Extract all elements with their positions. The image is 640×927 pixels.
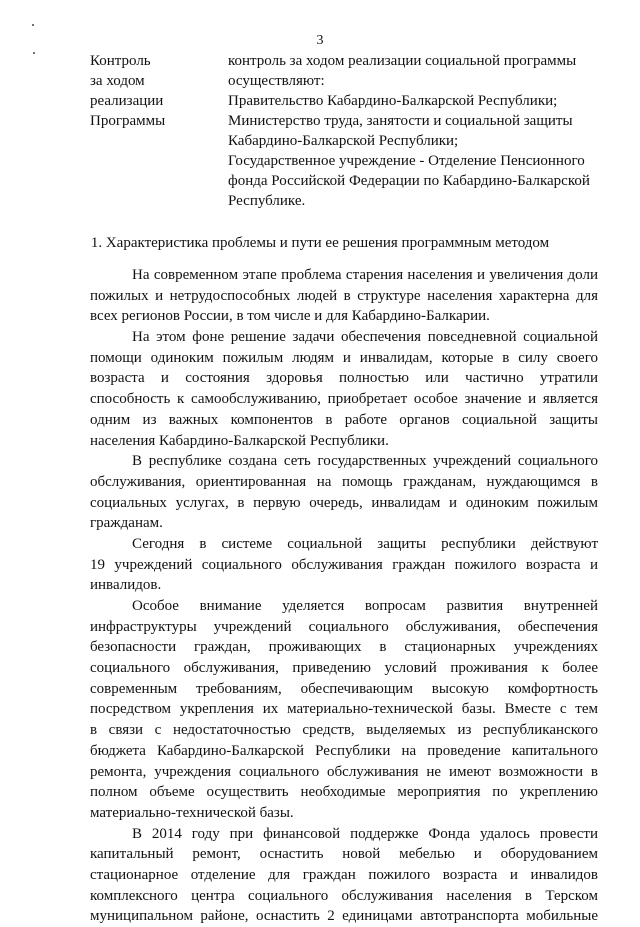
paragraph-line: материально-технической базы. — [90, 804, 294, 821]
control-description-line: Правительство Кабардино-Балкарской Республики; — [228, 93, 558, 109]
paragraph-line: современным требованиям, обеспечивающим высокую комфортность — [90, 680, 598, 697]
control-description — [228, 51, 600, 211]
paragraph-line: капитальный ремонт, оснастить новой мебелью и оборудованием — [90, 846, 598, 863]
paragraph-line: всех регионов России, в том числе и для Кабардино-Балкарии. — [90, 308, 490, 325]
paragraph-line: гражданам. — [90, 515, 163, 532]
paragraph-line: безопасности граждан, проживающих в стационарных учреждениях — [90, 639, 598, 656]
control-description-line: контроль за ходом реализации социальной программы — [228, 53, 577, 69]
control-label-line: Программы — [90, 113, 166, 129]
body-text — [90, 265, 598, 927]
control-label-line: реализации — [90, 93, 164, 109]
paragraph-line: Особое внимание уделяется вопросам развития внутренней — [132, 598, 598, 614]
paragraph-line: возраста и состояния здоровья полностью или частично утратили — [90, 370, 598, 387]
paragraph-line: социальных услугах, в первую очередь, инвалидам и одиноким пожилым — [90, 494, 598, 511]
paragraph-line: На этом фоне решение задачи обеспечения повседневной социальной — [132, 329, 598, 346]
paragraph-line: обслуживания, ориентированная на помощь гражданам, нуждающимся в — [90, 473, 598, 490]
control-description-line: Кабардино-Балкарской Республики; — [228, 133, 459, 149]
paragraph-line: помощи одиноким пожилым людям и инвалидам, которые в силу своего — [90, 349, 598, 366]
paragraph-line: инвалидов. — [90, 577, 162, 594]
control-label-line: Контроль — [90, 53, 151, 69]
control-description-line: Государственное учреждение - Отделение Пенсионного — [228, 153, 585, 169]
paragraph — [90, 534, 598, 596]
paragraph-line: в связи с недостаточностью средств, выделяемых из республиканского — [90, 722, 598, 739]
control-description-line: Республике. — [228, 193, 306, 209]
paragraph-line: посредством укрепления их материально-технической базы. Вместе с тем — [90, 701, 598, 718]
paragraph-line: Сегодня в системе социальной защиты республики действуют — [132, 535, 598, 552]
paragraph — [90, 327, 598, 451]
paragraph-line: инфраструктуры учреждений социального обслуживания, обеспечения — [90, 618, 598, 635]
control-description-line: фонда Российской Федерации по Кабардино-Балкарской — [228, 173, 590, 189]
paragraph — [90, 265, 598, 327]
paragraph-line: социального обслуживания, приведению условий проживания к более — [90, 660, 598, 677]
paragraph-line: В 2014 году при финансовой поддержке Фонда удалось провести — [132, 825, 598, 842]
paragraph-line: ремонта, учреждения социального обслуживания не имеют возможности в — [90, 763, 598, 780]
control-description-line: осуществляют: — [228, 73, 325, 89]
paragraph — [90, 596, 598, 824]
section-heading: 1. Характеристика проблемы и пути ее решения программным методом — [90, 235, 550, 251]
paragraph-line: 19 учреждений социального обслуживания граждан пожилого возраста и — [90, 556, 598, 573]
paragraph-line: одним из важных компонентов в работе органов социальной защиты — [90, 411, 598, 428]
paragraph-line: полном объеме осуществить необходимые мероприятия по укреплению — [90, 784, 598, 801]
paragraph-line: способность к самообслуживанию, приобретает особое значение и является — [90, 391, 598, 408]
paragraph-line: стационарное отделение для граждан пожилого возраста и инвалидов — [90, 866, 598, 883]
paragraph — [90, 451, 598, 534]
paragraph-line: На современном этапе проблема старения населения и увеличения доли — [132, 267, 598, 283]
control-description-line: Министерство труда, занятости и социальной защиты — [228, 113, 573, 129]
paragraph-line: муниципальном районе, оснастить 2 единицами автотранспорта мобильные — [90, 908, 598, 925]
paragraph-line: населения Кабардино-Балкарской Республики. — [90, 432, 389, 449]
scan-speck — [33, 52, 35, 54]
paragraph-line: комплексного центра социального обслуживания населения в Терском — [90, 887, 598, 904]
paragraph — [90, 824, 598, 927]
scan-speck — [32, 24, 34, 26]
page-number: 3 — [316, 33, 324, 48]
paragraph-line: В республике создана сеть государственных учреждений социального — [132, 453, 598, 470]
control-label — [90, 51, 210, 131]
paragraph-line: пожилых и нетрудоспособных людей в структуре населения характерна для — [90, 287, 598, 304]
paragraph-line: бюджета Кабардино-Балкарской Республики на проведение капитального — [90, 742, 598, 759]
control-label-line: за ходом — [90, 73, 145, 89]
